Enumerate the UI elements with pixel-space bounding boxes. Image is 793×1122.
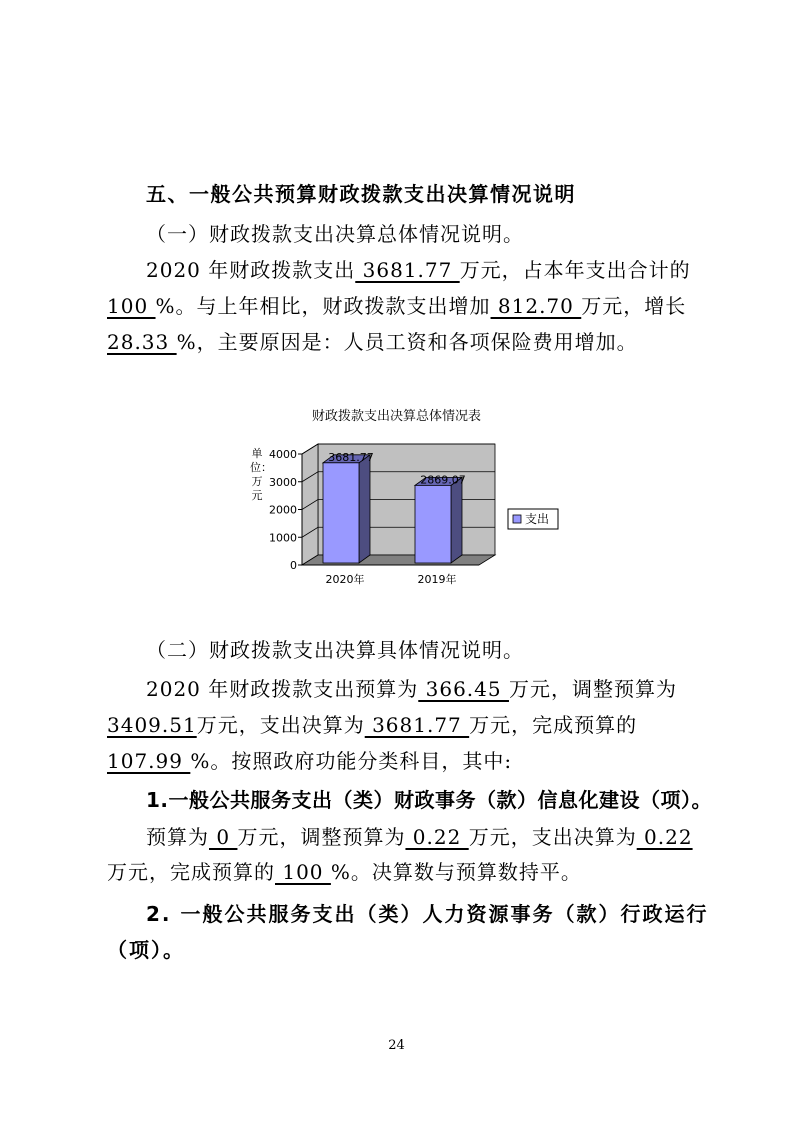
chart-title: 财政拨款支出决算总体情况表 [311, 409, 481, 424]
data-label: 3681.77 [328, 450, 374, 464]
chart-y-label: 单位：万元 [250, 447, 272, 502]
text: 万元，调整预算为 [508, 677, 677, 701]
item-1-line-2 [107, 858, 582, 886]
text: 万元，调整预算为 [237, 825, 406, 849]
item-1-title: 1.一般公共服务支出（类）财政事务（款）信息化建设（项）。 [146, 788, 713, 812]
paragraph-2-line-3 [107, 747, 512, 775]
text: 万元，支出决算为 [196, 713, 365, 737]
subsection-title-2: （二）财政拨款支出决算具体情况说明。 [146, 638, 524, 662]
text: %，主要原因是：人员工资和各项保险费用增加。 [176, 330, 638, 354]
x-tick-label: 2019年 [417, 573, 457, 586]
text: %。与上年相比，财政拨款支出增加 [155, 294, 491, 318]
y-tick-label: 2000 [269, 503, 297, 517]
text: %。按照政府功能分类科目，其中: [190, 749, 513, 773]
text: %。决算数与预算数持平。 [330, 860, 582, 884]
text: 万元，占本年支出合计的 [459, 258, 691, 282]
item-1-completion: 100 [275, 860, 331, 884]
text: 万元，增长 [581, 294, 687, 318]
text: 2020 年财政拨款支出预算为 [146, 677, 419, 701]
text: 预算为 [146, 825, 209, 849]
item-2-title-line-1: 2. 一般公共服务支出（类）人力资源事务（款）行政运行 [146, 902, 709, 926]
y-tick-label: 4000 [269, 448, 297, 461]
bar [323, 463, 359, 563]
item-1-line-1 [146, 823, 693, 851]
item-1-budget: 0 [209, 825, 238, 849]
section-heading: 五、一般公共预算财政拨款支出决算情况说明 [146, 182, 576, 206]
bar-side [359, 455, 370, 563]
budget-amount: 366.45 [418, 677, 509, 701]
text: 2020 年财政拨款支出 [146, 258, 356, 282]
growth-percent: 28.33 [107, 330, 177, 354]
text: 万元，完成预算的 [107, 860, 275, 884]
item-2-title-line-2: （项）。 [107, 938, 185, 962]
y-tick-label: 3000 [269, 475, 297, 489]
x-tick-label: 2020年 [325, 573, 365, 586]
y-tick-label: 1000 [269, 531, 297, 545]
data-label: 2869.07 [420, 473, 466, 487]
text: 万元，完成预算的 [469, 713, 638, 737]
total-amount: 3681.77 [355, 258, 460, 282]
page-number: 24 [388, 1038, 405, 1053]
increase-amount: 812.70 [490, 294, 582, 318]
y-tick-label: 0 [290, 559, 297, 572]
bar [415, 485, 451, 563]
percent-of-total: 100 [107, 294, 156, 318]
subsection-title-1: （一）财政拨款支出决算总体情况说明。 [146, 222, 524, 246]
legend-label: 支出 [525, 512, 550, 526]
legend-swatch [513, 515, 521, 523]
paragraph-2-line-1 [146, 675, 677, 703]
actual-amount: 3681.77 [364, 713, 470, 737]
completion-percent: 107.99 [107, 749, 191, 773]
bar-side [451, 477, 462, 563]
text: 万元，支出决算为 [468, 825, 637, 849]
paragraph-2-line-2 [107, 711, 637, 739]
item-1-actual: 0.22 [636, 825, 693, 849]
adjusted-budget: 3409.51 [107, 713, 197, 737]
item-1-adjusted: 0.22 [405, 825, 469, 849]
